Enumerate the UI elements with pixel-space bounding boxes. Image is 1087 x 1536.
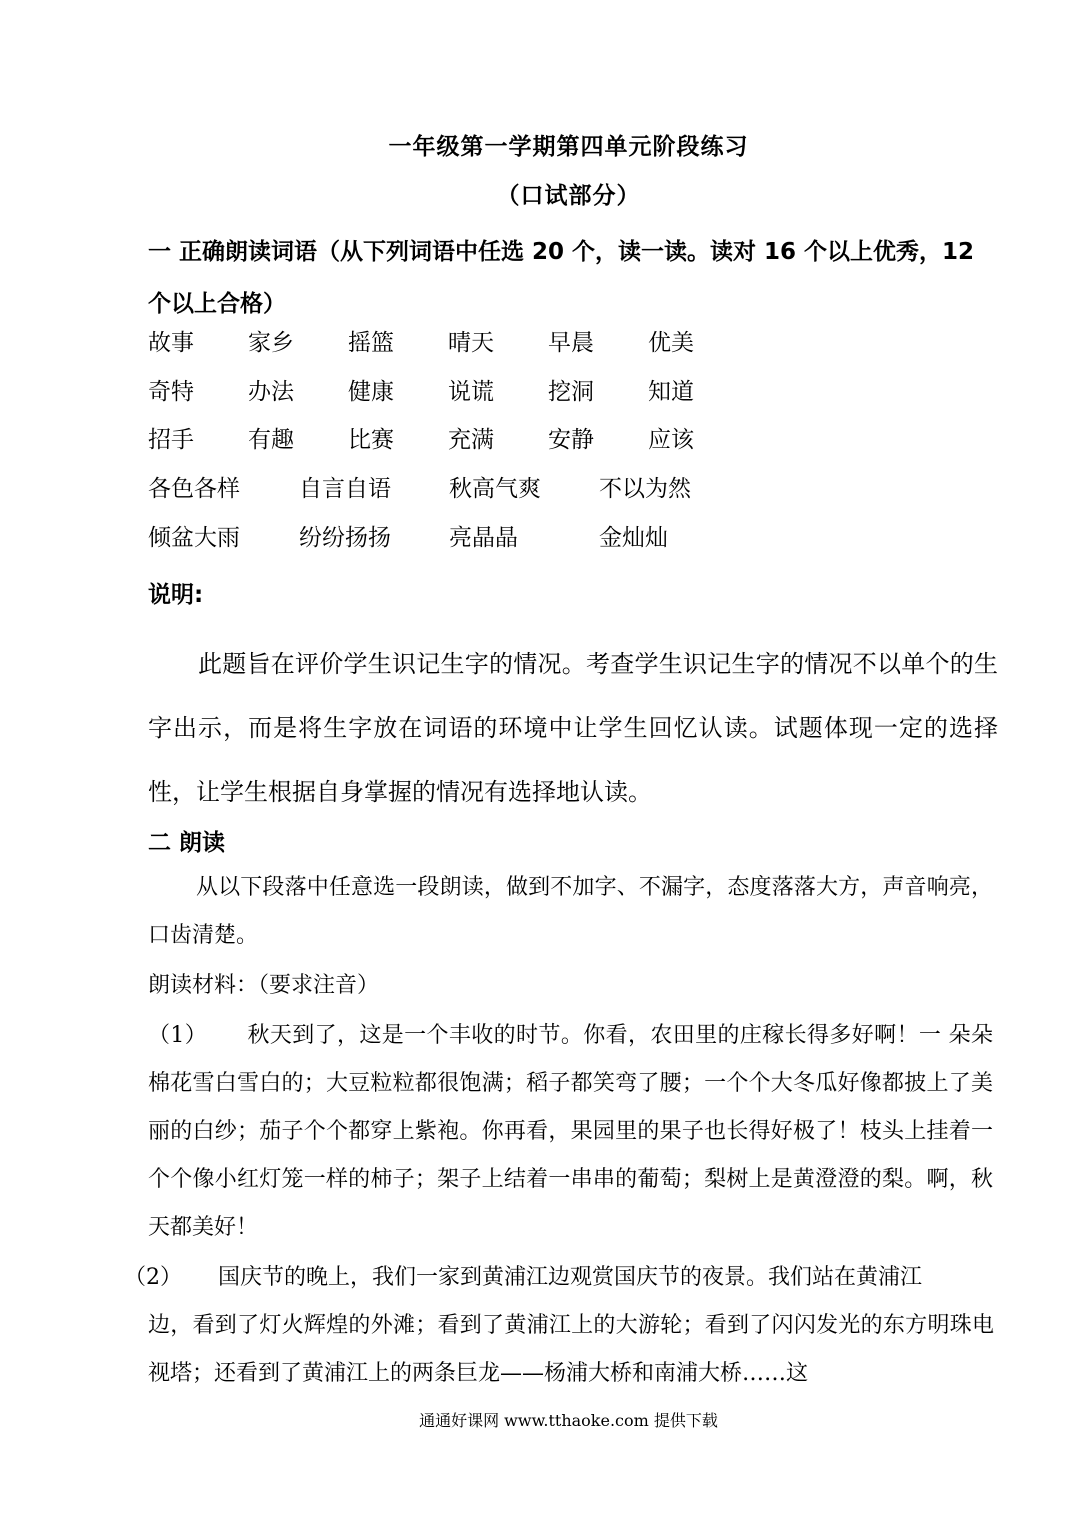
section-2-heading: 二 朗读 [148,830,226,856]
word: 办法 [248,379,294,405]
word: 自言自语 [299,476,391,502]
word: 不以为然 [599,476,691,502]
explanation-label: 说明: [148,582,204,608]
word: 招手 [148,427,194,453]
word: 应该 [648,427,694,453]
word: 有趣 [248,427,294,453]
section-1-heading: 一 正确朗读词语（从下列词语中任选 20 个，读一读。读对 16 个以上优秀，12 个以上合格） [148,239,975,317]
word: 晴天 [448,330,494,356]
word: 摇篮 [348,330,394,356]
material-label: 朗读材料：（要求注音） [148,973,380,998]
passage-text-continued: 边，看到了灯火辉煌的外滩；看到了黄浦江上的大游轮；看到了闪闪发光的东方明珠电视塔；还看到了黄浦江上的两条巨龙——杨浦大桥和南浦大桥……这 [148,1313,994,1386]
word: 各色各样 [148,476,240,502]
word: 家乡 [248,330,294,356]
word: 知道 [648,379,694,405]
passage-number: （1） [148,1023,208,1048]
reading-passage-1 [148,1012,993,1252]
passage-text: 国庆节的晚上，我们一家到黄浦江边观赏国庆节的夜景。我们站在黄浦江 [218,1265,923,1290]
word: 挖洞 [548,379,594,405]
word: 奇特 [148,379,194,405]
page-subtitle: （口试部分） [496,183,641,209]
footer-credit: 通通好课网 www.tthaoke.com 提供下载 [419,1411,718,1430]
passage-text: 秋天到了，这是一个丰收的时节。你看，农田里的庄稼长得多好啊！一 朵朵棉花雪白雪白的；大豆粒粒都很饱满；稻子都笑弯了腰；一个个大冬瓜好像都披上了美丽的白纱；茄子个个都穿上紫袍。你再看，果园里的果子也长得好极了！枝头上挂着一个个像小红灯笼一样的柿子；架子上结着一串串的葡萄；梨树上是黄澄澄的梨。啊，秋天都美好！ [148,1023,994,1240]
word: 健康 [348,379,394,405]
word: 纷纷扬扬 [299,525,391,551]
word: 比赛 [348,427,394,453]
passage-number: （2） [124,1265,182,1290]
word: 金灿灿 [599,525,668,551]
word: 安静 [548,427,594,453]
word: 亮晶晶 [449,525,518,551]
reading-passage-2 [124,1254,994,1398]
page-title: 一年级第一学期第四单元阶段练习 [388,134,749,160]
word: 优美 [648,330,694,356]
word: 充满 [448,427,494,453]
word: 故事 [148,330,194,356]
word: 说谎 [448,379,494,405]
word: 秋高气爽 [449,476,541,502]
explanation-text: 此题旨在评价学生识记生字的情况。考查学生识记生字的情况不以单个的生字出示，而是将生字放在词语的环境中让学生回忆认读。试题体现一定的选择性，让学生根据自身掌握的情况有选择地认读。 [148,650,998,806]
word: 早晨 [548,330,594,356]
word: 倾盆大雨 [148,525,240,551]
reading-instruction: 从以下段落中任意选一段朗读，做到不加字、不漏字，态度落落大方，声音响亮，口齿清楚。 [148,875,993,948]
